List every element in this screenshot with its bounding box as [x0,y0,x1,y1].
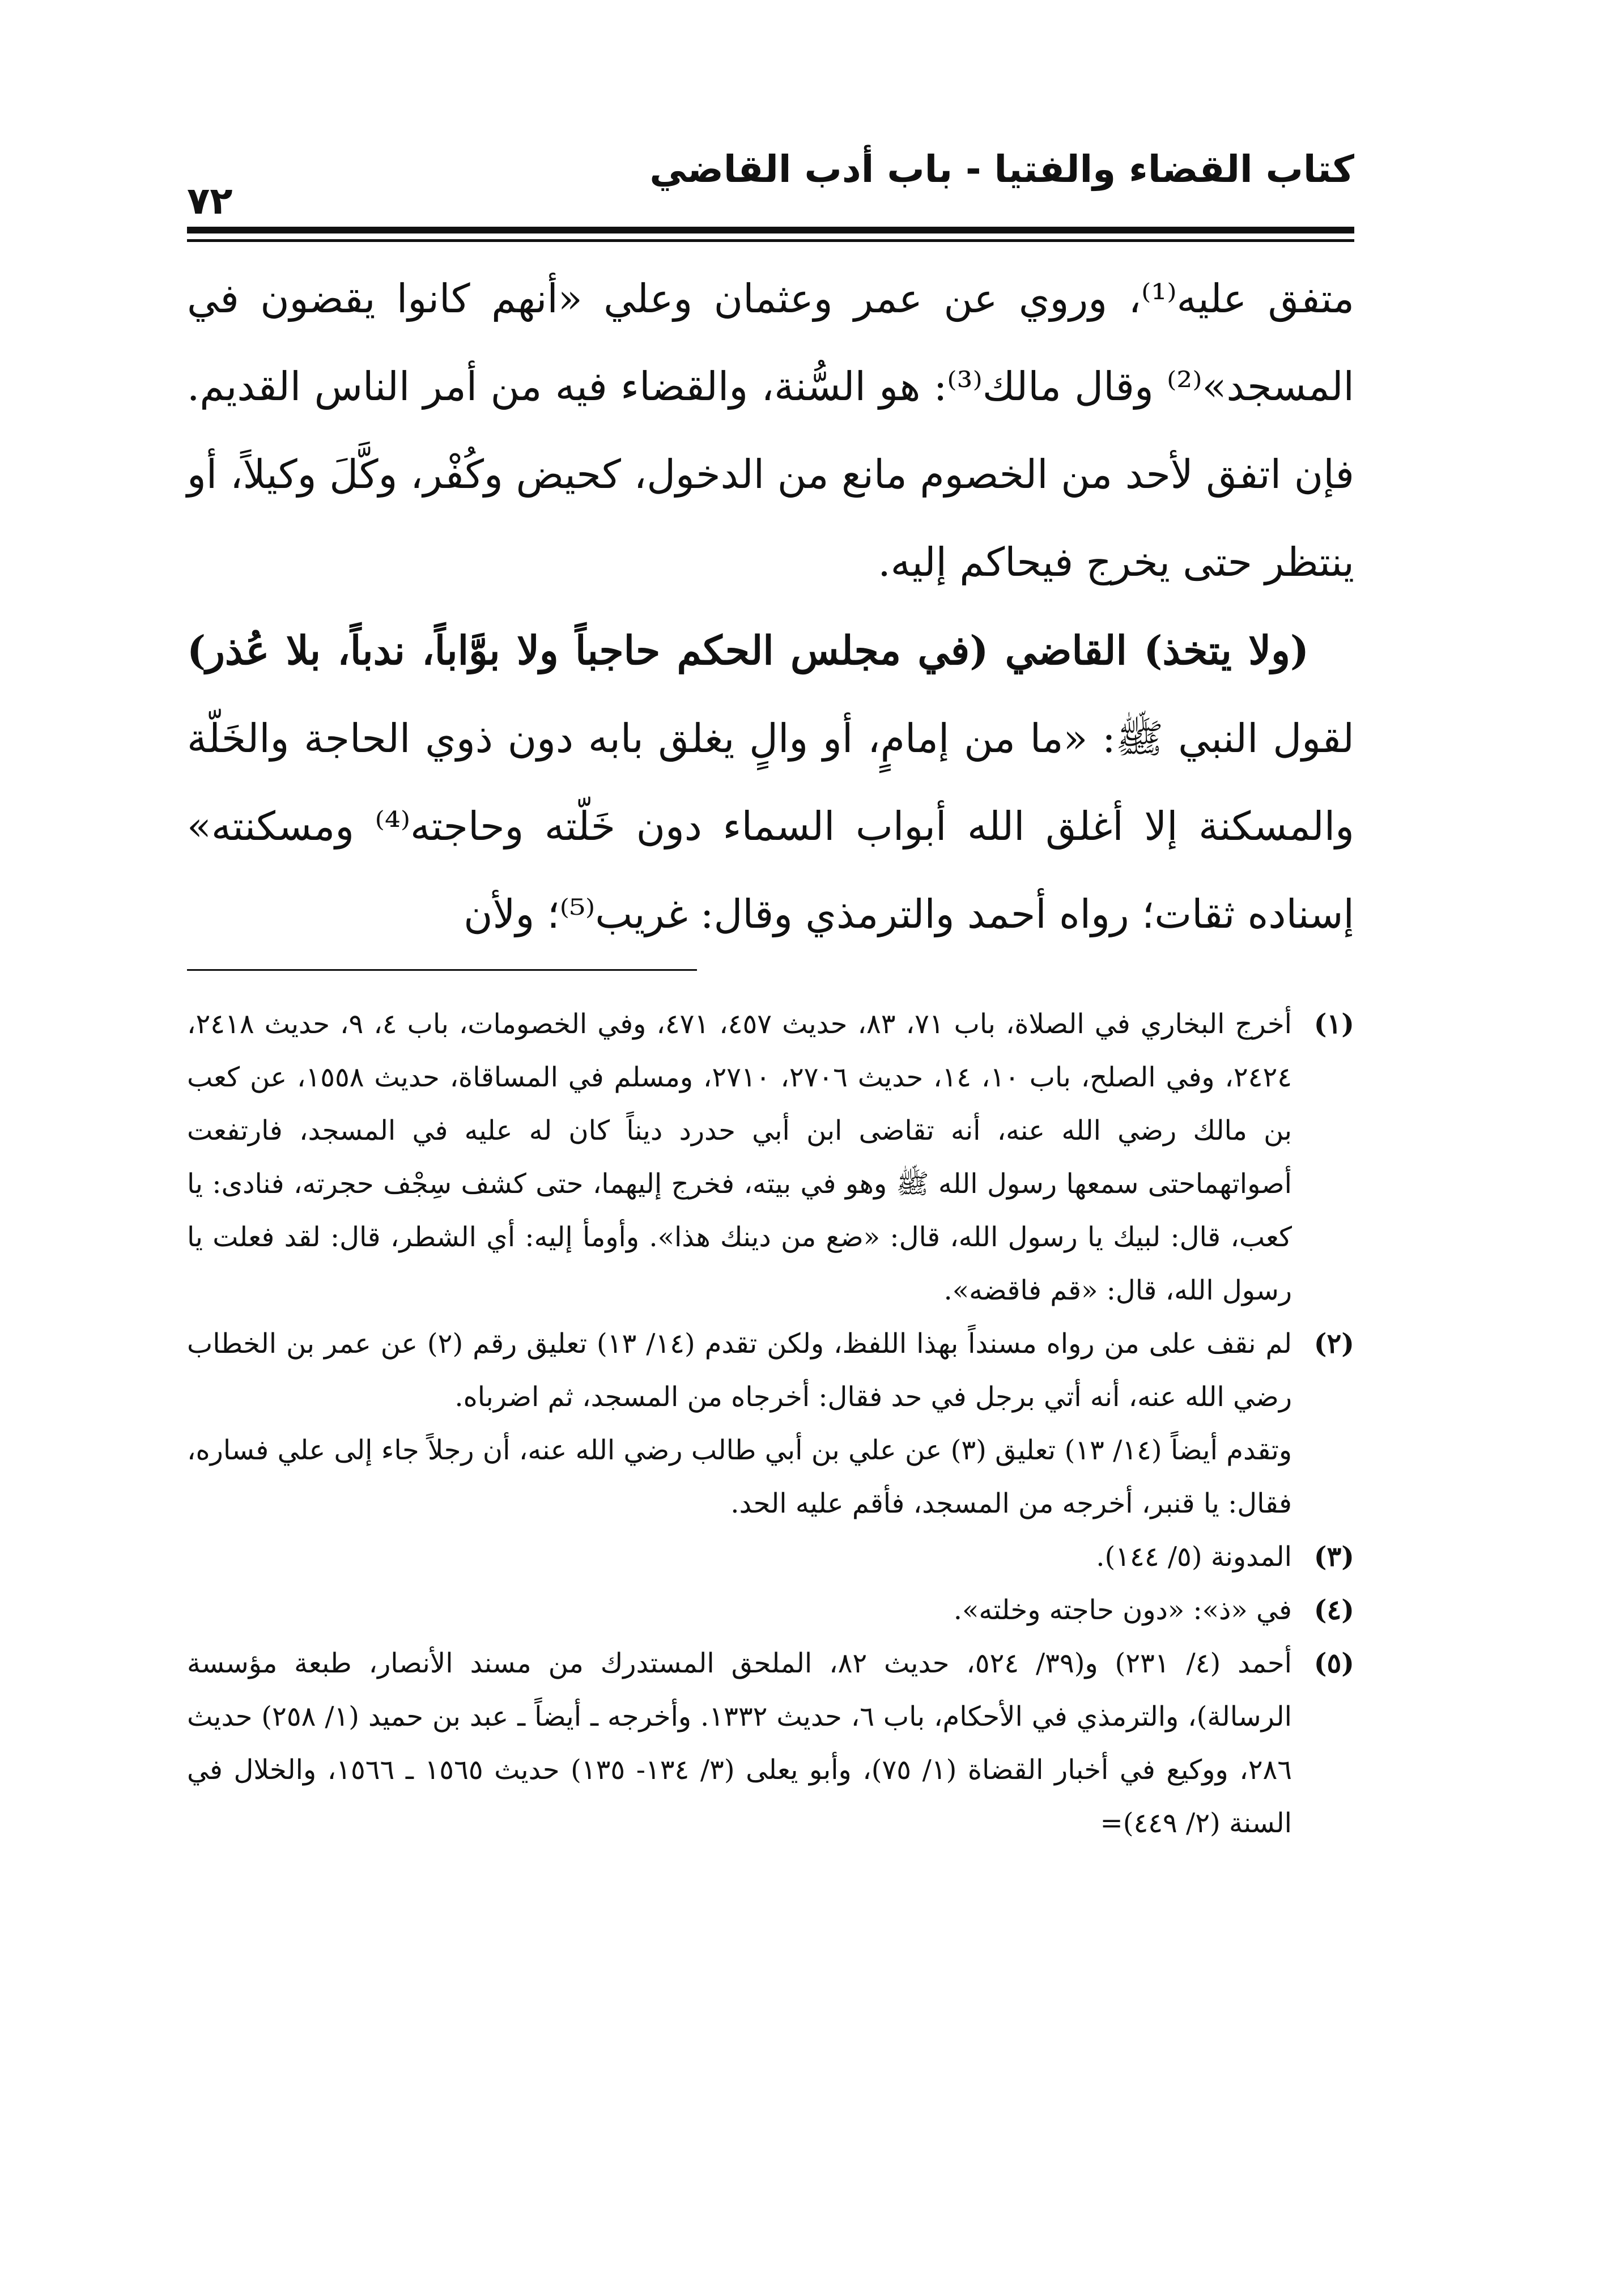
book-page [187,136,1354,2233]
header-rule-thick [187,227,1354,233]
footnote [187,1637,1354,1850]
footnote-number: (٣) [1313,1541,1354,1573]
page-number: ٧٢ [187,179,233,223]
footnote-number: (٤) [1313,1594,1354,1626]
running-title: كتاب القضاء والفتيا - باب أدب القاضي [649,147,1354,191]
footnote-text: في «ذ»: «دون حاجته وخلته». [953,1594,1292,1626]
footnote-continuation [187,1424,1354,1530]
footnote-text: المدونة (٥/ ١٤٤). [1096,1541,1292,1573]
footnote [187,1317,1354,1424]
footnote-number: (١) [1313,1008,1354,1040]
footnote-text: أحمد (٤/ ٢٣١) و(٣٩/ ٥٢٤، حديث ٨٢، الملحق المستدرك من مسند الأنصار، طبعة مؤسسة الرسالة)، والترمذي في الأحكام، باب ٦، حديث ١٣٣٢. وأخرجه ـ أيضاً ـ عبد بن حميد (١/ ٢٥٨) حديث ٢٨٦، ووكيع في أخبار القضاة (١/ ٧٥)، وأبو يعلى (٣/ ١٣٤- ١٣٥) حديث ١٥٦٥ ـ ١٥٦٦، والخلال في السنة (٢/ ٤٤٩)= [187,1647,1293,1839]
footnote [187,1530,1354,1583]
footnote-text: أخرج البخاري في الصلاة، باب ٧١، ٨٣، حديث ٤٥٧، ٤٧١، وفي الخصومات، باب ٤، ٩، حديث ٢٤١٨، ٢٤٢٤، وفي الصلح، باب ١٠، ١٤، حديث ٢٧٠٦، ٢٧١٠، ومسلم في المساقاة، حديث ١٥٥٨، عن كعب بن مالك رضي الله عنه، أنه تقاضى ابن أبي حدرد ديناً كان له عليه في المسجد، فارتفعت أصواتهماحتى سمعها رسول الله ﷺ وهو في بيته، فخرج إليهما، حتى كشف سِجْف حجرته، فنادى: يا كعب، قال: لبيك يا رسول الله، قال: «ضع من دينك هذا». وأومأ إليه: أي الشطر، قال: لقد فعلت يا رسول الله، قال: «قم فاقضه». [187,1008,1293,1306]
footnote [187,997,1354,1317]
footnotes [187,997,1354,1850]
header-rule-thin [187,239,1354,242]
footnote-number: (٢) [1313,1328,1354,1360]
page-header [187,136,1354,238]
main-text [187,255,1354,958]
footnote-separator [187,969,697,971]
commentary-text: لقول النبي ﷺ: «ما من إمامٍ، أو والٍ يغلق بابه دون ذوي الحاجة والخَلّة والمسكنة إلا أغلق الله أبواب السماء دون خَلّته وحاجته⁽⁴⁾ ومسكنته» إسناده ثقات؛ رواه أحمد والترمذي وقال: غريب⁽⁵⁾؛ ولأن [187,715,1354,937]
main-paragraph [187,606,1354,958]
footnote [187,1583,1354,1637]
main-paragraph: متفق عليه⁽¹⁾، وروي عن عمر وعثمان وعلي «أنهم كانوا يقضون في المسجد»⁽²⁾ وقال مالك⁽³⁾: هو السُّنة، والقضاء فيه من أمر الناس القديم. فإن اتفق لأحد من الخصوم مانع من الدخول، كحيض وكُفْر، وكَّلَ وكيلاً، أو ينتظر حتى يخرج فيحاكم إليه. [187,275,1354,585]
footnote-text: لم نقف على من رواه مسنداً بهذا اللفظ، ولكن تقدم (١٤/ ١٣) تعليق رقم (٢) عن عمر بن الخطاب رضي الله عنه، أنه أتي برجل في حد فقال: أخرجاه من المسجد، ثم اضرباه. [187,1328,1293,1413]
footnote-number: (٥) [1313,1647,1354,1679]
bold-matn-text: (ولا يتخذ) القاضي (في مجلس الحكم حاجباً ولا بوَّاباً، ندباً، بلا عُذر) [187,627,1309,674]
footnote-text: وتقدم أيضاً (١٤/ ١٣) تعليق (٣) عن علي بن أبي طالب رضي الله عنه، أن رجلاً جاء إلى علي فساره، فقال: يا قنبر، أخرجه من المسجد، فأقم عليه الحد. [187,1434,1293,1519]
